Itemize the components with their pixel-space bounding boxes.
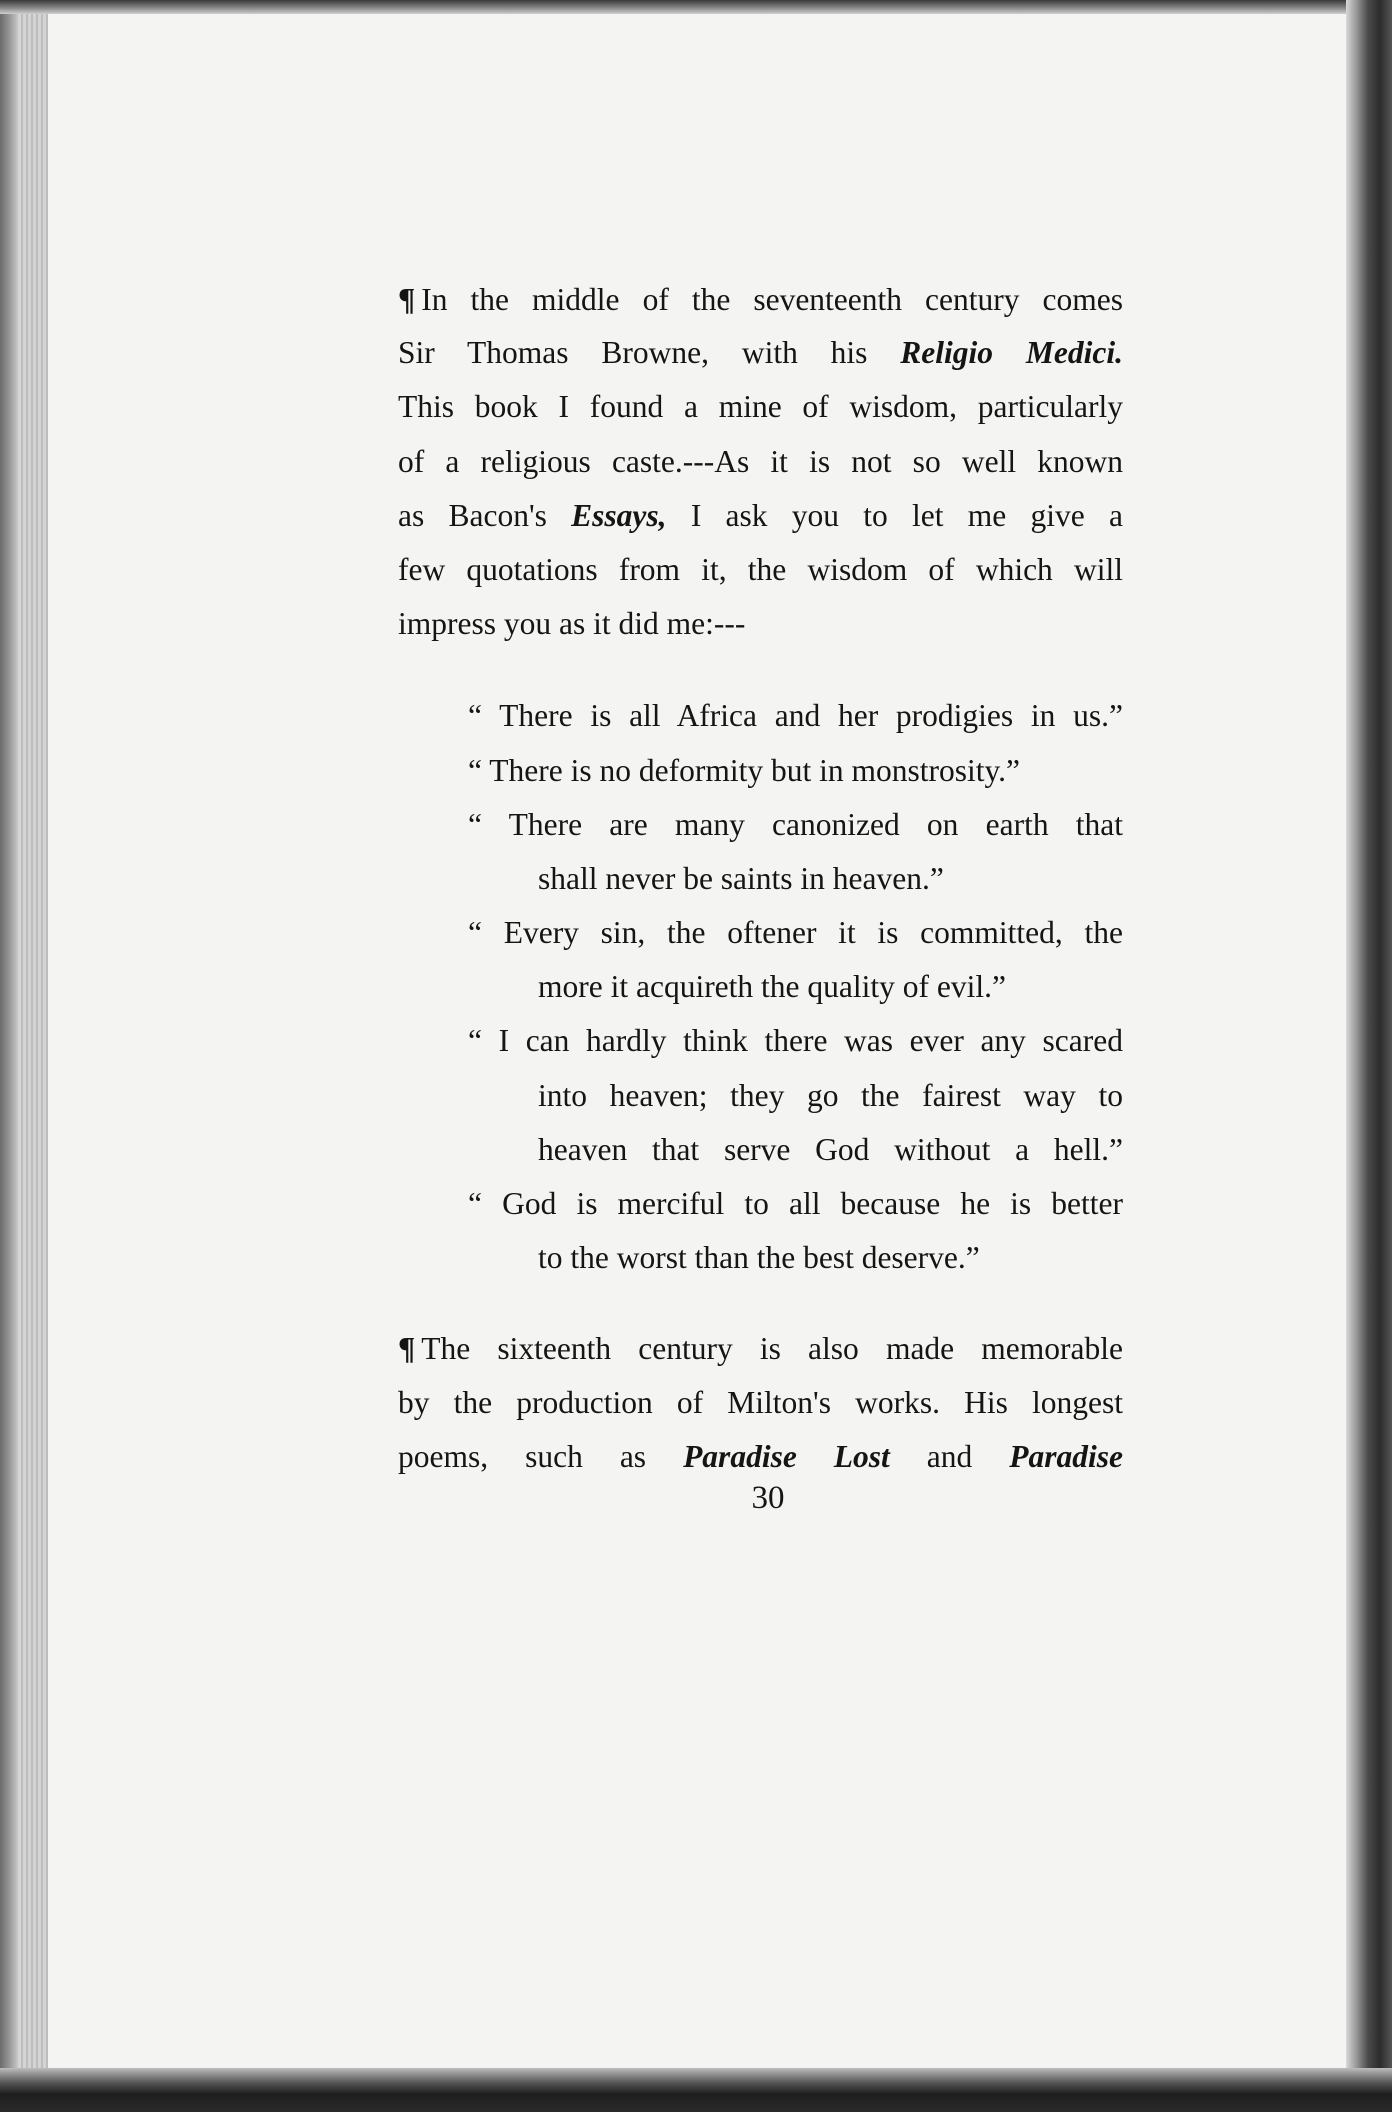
text-line: impress you as it did me:--- xyxy=(398,606,746,642)
quote-line: “ Every sin, the oftener it is committed, the xyxy=(468,915,1123,951)
text-span: In the middle of the seventeenth century comes xyxy=(421,282,1123,317)
quotation xyxy=(468,689,1123,743)
quote-line: “ God is merciful to all because he is better xyxy=(468,1186,1123,1221)
quotation xyxy=(468,1014,1123,1177)
book-title-essays: Essays, xyxy=(571,497,667,533)
quote-line: “ There is all Africa and her prodigies in us.” xyxy=(468,698,1123,734)
book-title-paradise-lost: Paradise Lost xyxy=(683,1438,890,1474)
text-span: Sir Thomas Browne, with his xyxy=(398,335,901,371)
quote-line: “ I can hardly think there was ever any scared xyxy=(468,1023,1123,1059)
text-line xyxy=(398,326,1123,380)
top-scan-edge xyxy=(0,0,1392,14)
right-scan-edge xyxy=(1346,0,1392,2112)
quotation xyxy=(468,798,1123,906)
text-line: This book I found a mine of wisdom, particularly xyxy=(398,389,1123,425)
text-line: by the production of Milton's works. His longest xyxy=(398,1384,1123,1420)
text-span: poems, such as xyxy=(398,1438,684,1474)
bottom-scan-edge xyxy=(0,2068,1392,2112)
text-line xyxy=(398,272,1123,326)
pilcrow-mark: ¶ xyxy=(398,281,416,317)
quote-line: to the worst than the best deserve.” xyxy=(538,1240,980,1276)
text-line xyxy=(398,1430,1123,1484)
text-span: as Bacon's xyxy=(398,497,572,533)
quote-line: shall never be saints in heaven.” xyxy=(538,860,944,896)
quote-line: into heaven; they go the fairest way to xyxy=(538,1077,1123,1113)
text-span: and xyxy=(889,1438,1010,1474)
book-title-religio-medici: Religio Medici. xyxy=(900,335,1123,371)
text-span: I ask you to let me give a xyxy=(666,497,1123,533)
text-line xyxy=(398,489,1123,543)
pilcrow-mark: ¶ xyxy=(398,1330,416,1367)
page-stack-edge xyxy=(18,14,48,2070)
text-span: The sixteenth century is also made memorable xyxy=(421,1331,1123,1367)
text-line xyxy=(398,1321,1123,1375)
page-text xyxy=(398,272,1123,1484)
page-number: 30 xyxy=(751,1480,785,1516)
quote-line: heaven that serve God without a hell.” xyxy=(538,1131,1123,1167)
quotation-list xyxy=(468,689,1123,1285)
book-title-paradise: Paradise xyxy=(1009,1438,1123,1474)
quote-line: “ There are many canonized on earth that xyxy=(468,806,1123,842)
quotation xyxy=(468,906,1123,1014)
text-line: of a religious caste.---As it is not so well known xyxy=(398,443,1123,479)
quotation xyxy=(468,1177,1123,1285)
paragraph-milton xyxy=(398,1321,1123,1484)
text-line: few quotations from it, the wisdom of which will xyxy=(398,551,1123,587)
quotation xyxy=(468,744,1123,798)
quote-line: more it acquireth the quality of evil.” xyxy=(538,969,1006,1005)
paragraph-browne xyxy=(398,272,1123,651)
quote-line: “ There is no deformity but in monstrosity.” xyxy=(468,752,1021,788)
